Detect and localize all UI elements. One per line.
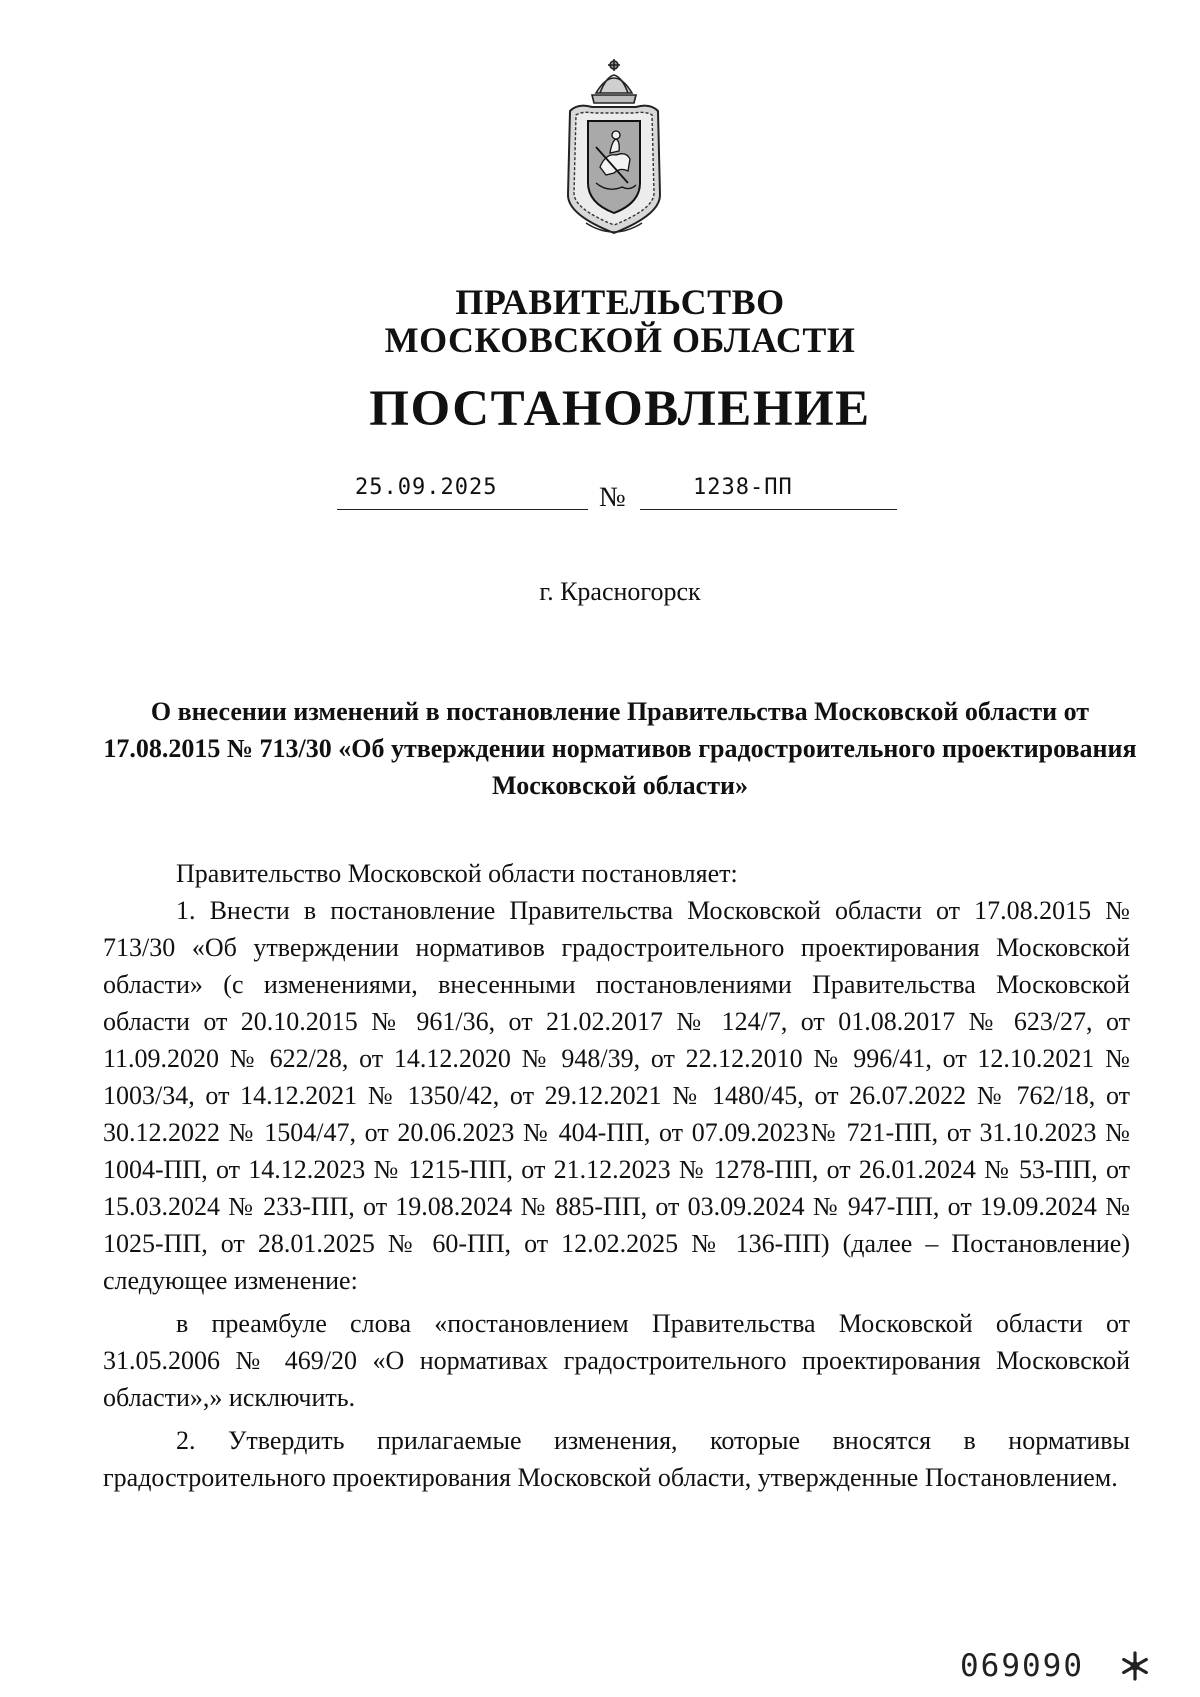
city: г. Красногорск — [539, 577, 701, 606]
asterisk-icon — [1118, 1649, 1152, 1683]
number-underline — [640, 509, 897, 510]
number-sign: № — [599, 482, 626, 513]
document-body — [103, 855, 1130, 1496]
organization-name-line2: МОСКОВСКОЙ ОБЛАСТИ — [384, 320, 856, 360]
document-number: 1238-ПП — [693, 475, 793, 500]
paragraph-item-1-sub: в преамбуле слова «постановлением Правительства Московской области от 31.05.2006 № 469/20 «О нормативах градостроительного проектирования Московской области»,» исключить. — [103, 1309, 1130, 1412]
document-date: 25.09.2025 — [355, 475, 498, 500]
coat-of-arms-icon — [556, 55, 672, 240]
document-type: ПОСТАНОВЛЕНИЕ — [369, 381, 871, 437]
registry-stamp-number: 069090 — [960, 1648, 1084, 1684]
paragraph-item-2: 2. Утвердить прилагаемые изменения, которые вносятся в нормативы градостроительного проектирования Московской области, утвержденные Постановлением. — [103, 1426, 1130, 1492]
document-title: О внесении изменений в постановление Правительства Московской области от 17.08.2015 № 713/30 «Об утверждении нормативов градостроительного проектирования Московской области» — [103, 697, 1137, 800]
preamble: Правительство Московской области постановляет: — [176, 859, 738, 888]
date-underline — [337, 509, 588, 510]
organization-name-line1: ПРАВИТЕЛЬСТВО — [455, 282, 785, 322]
paragraph-item-1: 1. Внести в постановление Правительства Московской области от 17.08.2015 № 713/30 «Об утверждении нормативов градостроительного проектирования Московской области» (с изменениями, внесенными постановлениями Правительства Московской области от 20.10.2015 № 961/36, от 21.02.2017 № 124/7, от 01.08.2017 № 623/27, от 11.09.2020 № 622/28, от 14.12.2020 № 948/39, от 22.12.2010 № 996/41, от 12.10.2021 № 1003/34, от 14.12.2021 № 1350/42, от 29.12.2021 № 1480/45, от 26.07.2022 № 762/18, от 30.12.2022 № 1504/47, от 20.06.2023 № 404-ПП, от 07.09.2023№ 721-ПП, от 31.10.2023 № 1004-ПП, от 14.12.2023 № 1215-ПП, от 21.12.2023 № 1278-ПП, от 26.01.2024 № 53-ПП, от 15.03.2024 № 233-ПП, от 19.08.2024 № 885-ПП, от 03.09.2024 № 947-ПП, от 19.09.2024 № 1025-ПП, от 28.01.2025 № 60-ПП, от 12.02.2025 № 136-ПП) (далее – Постановление) следующее изменение: — [103, 896, 1130, 1295]
